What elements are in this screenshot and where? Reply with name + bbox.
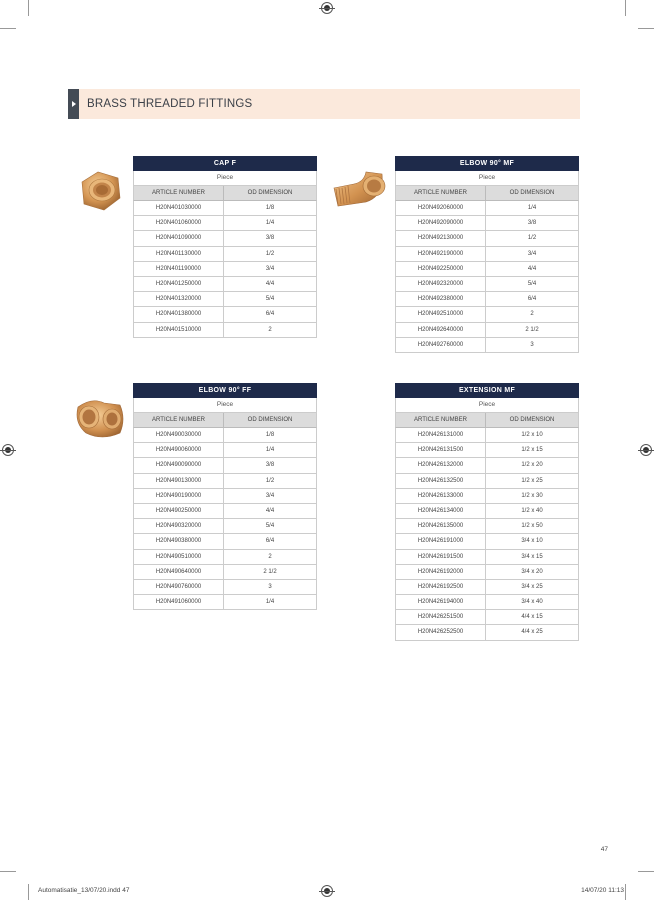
article-number-cell: H20N490030000 (134, 428, 224, 442)
table-row (395, 458, 579, 473)
dimension-cell: 3 (268, 583, 272, 590)
table-header-row (395, 186, 579, 201)
dimension-cell: 3/4 x 15 (521, 553, 543, 560)
crop-mark (28, 884, 29, 900)
table-row (395, 565, 579, 580)
registration-mark-icon (640, 444, 652, 456)
article-number-cell: H20N401380000 (134, 307, 224, 321)
dimension-cell: 1/4 (265, 447, 275, 454)
table-row (395, 474, 579, 489)
table-row (133, 323, 317, 338)
table-title: ELBOW 90° FF (133, 383, 317, 398)
article-number-cell: H20N401190000 (134, 262, 224, 276)
table-row (133, 534, 317, 549)
table-header-row (133, 413, 317, 428)
article-number-cell: H20N426133000 (396, 489, 486, 503)
article-number-cell: H20N490510000 (134, 550, 224, 564)
crop-mark (625, 884, 626, 900)
table-title: EXTENSION MF (395, 383, 579, 398)
table-row (133, 216, 317, 231)
table-row (133, 489, 317, 504)
table-row (133, 565, 317, 580)
elbow-mf-fitting-image (330, 168, 388, 212)
table-row (395, 610, 579, 625)
dimension-cell: 1/2 (265, 477, 275, 484)
article-number-cell: H20N490640000 (134, 565, 224, 579)
table-row (133, 580, 317, 595)
table-row (395, 247, 579, 262)
article-number-cell: H20N492060000 (396, 201, 486, 215)
article-number-cell: H20N490320000 (134, 519, 224, 533)
article-number-cell: H20N492320000 (396, 277, 486, 291)
column-header-dimension: OD DIMENSION (509, 190, 555, 196)
dimension-cell: 4/4 x 15 (521, 614, 543, 621)
table-row (395, 595, 579, 610)
article-number-cell: H20N426132000 (396, 458, 486, 472)
table-unit: Piece (395, 398, 579, 413)
dimension-cell: 1/4 (265, 220, 275, 227)
table-row (133, 428, 317, 443)
column-header-dimension: OD DIMENSION (247, 417, 293, 423)
dimension-cell: 1/8 (265, 432, 275, 438)
article-number-cell: H20N491060000 (134, 595, 224, 609)
article-number-cell: H20N492190000 (396, 247, 486, 261)
table-row (395, 580, 579, 595)
elbow-ff-fitting-image (72, 395, 128, 441)
dimension-cell: 2 (530, 311, 534, 318)
table-row (395, 201, 579, 216)
table-row (395, 504, 579, 519)
dimension-cell: 2 1/2 (263, 568, 277, 575)
dimension-cell: 1/8 (265, 205, 275, 211)
table-row (133, 247, 317, 262)
table-row (395, 519, 579, 534)
table-unit: Piece (395, 171, 579, 186)
article-number-cell: H20N492640000 (396, 323, 486, 337)
article-number-cell: H20N490760000 (134, 580, 224, 594)
article-number-cell: H20N492250000 (396, 262, 486, 276)
product-table-elbow-90-ff (133, 383, 317, 610)
article-number-cell: H20N490380000 (134, 534, 224, 548)
article-number-cell: H20N426131500 (396, 443, 486, 457)
table-row (395, 277, 579, 292)
page-number: 47 (600, 846, 608, 853)
table-row (395, 262, 579, 277)
table-header-row (133, 186, 317, 201)
article-number-cell: H20N426194000 (396, 595, 486, 609)
table-row (395, 216, 579, 231)
dimension-cell: 6/4 (527, 296, 537, 303)
dimension-cell: 3/8 (265, 235, 275, 242)
dimension-cell: 3/4 x 10 (521, 538, 543, 545)
dimension-cell: 3/4 (527, 250, 537, 257)
table-row (395, 231, 579, 246)
section-title: BRASS THREADED FITTINGS (87, 98, 253, 110)
column-header-dimension: OD DIMENSION (247, 190, 293, 196)
crop-mark (0, 28, 16, 29)
table-row (133, 595, 317, 610)
column-header-article: ARTICLE NUMBER (396, 186, 486, 200)
table-row (133, 504, 317, 519)
dimension-cell: 1/2 (265, 250, 275, 257)
dimension-cell: 6/4 (265, 538, 275, 545)
table-row (395, 338, 579, 353)
article-number-cell: H20N426134000 (396, 504, 486, 518)
dimension-cell: 1/4 (265, 599, 275, 606)
crop-mark (638, 871, 654, 872)
article-number-cell: H20N490250000 (134, 504, 224, 518)
article-number-cell: H20N490130000 (134, 474, 224, 488)
registration-mark-icon (2, 444, 14, 456)
dimension-cell: 4/4 (265, 280, 275, 287)
section-banner (68, 89, 580, 119)
dimension-cell: 1/2 x 15 (521, 447, 543, 454)
dimension-cell: 3 (530, 341, 534, 348)
crop-mark (0, 871, 16, 872)
column-header-article: ARTICLE NUMBER (134, 413, 224, 427)
article-number-cell: H20N426135000 (396, 519, 486, 533)
table-unit: Piece (133, 398, 317, 413)
table-row (133, 292, 317, 307)
dimension-cell: 3/4 x 40 (521, 599, 543, 606)
crop-mark (638, 28, 654, 29)
table-row (133, 277, 317, 292)
article-number-cell: H20N490090000 (134, 458, 224, 472)
table-row (133, 474, 317, 489)
article-number-cell: H20N401510000 (134, 323, 224, 337)
table-row (133, 307, 317, 322)
article-number-cell: H20N426131000 (396, 428, 486, 442)
article-number-cell: H20N426191000 (396, 534, 486, 548)
article-number-cell: H20N490190000 (134, 489, 224, 503)
table-row (133, 262, 317, 277)
dimension-cell: 3/8 (265, 462, 275, 469)
registration-mark-icon (321, 885, 333, 897)
article-number-cell: H20N426252500 (396, 625, 486, 639)
column-header-article: ARTICLE NUMBER (134, 186, 224, 200)
table-row (133, 443, 317, 458)
table-title: ELBOW 90° MF (395, 156, 579, 171)
dimension-cell: 6/4 (265, 311, 275, 318)
dimension-cell: 3/4 (265, 492, 275, 499)
article-number-cell: H20N426132500 (396, 474, 486, 488)
dimension-cell: 4/4 x 25 (521, 629, 543, 636)
table-title: CAP F (133, 156, 317, 171)
table-row (395, 534, 579, 549)
article-number-cell: H20N492130000 (396, 231, 486, 245)
table-row (395, 307, 579, 322)
table-row (133, 550, 317, 565)
article-number-cell: H20N426192500 (396, 580, 486, 594)
chevron-right-icon (68, 89, 79, 119)
dimension-cell: 1/2 x 20 (521, 462, 543, 469)
dimension-cell: 3/4 x 20 (521, 568, 543, 575)
product-table-cap-f (133, 156, 317, 338)
article-number-cell: H20N401130000 (134, 247, 224, 261)
column-header-article: ARTICLE NUMBER (396, 413, 486, 427)
dimension-cell: 1/2 x 10 (521, 432, 543, 438)
dimension-cell: 1/2 (527, 235, 537, 242)
dimension-cell: 5/4 (527, 280, 537, 287)
article-number-cell: H20N426192000 (396, 565, 486, 579)
product-table-extension-mf (395, 383, 579, 641)
article-number-cell: H20N401060000 (134, 216, 224, 230)
table-row (133, 458, 317, 473)
table-row (133, 519, 317, 534)
article-number-cell: H20N492090000 (396, 216, 486, 230)
slug-file-info: Automatisatie_13/07/20.indd 47 (38, 887, 130, 894)
table-row (133, 231, 317, 246)
dimension-cell: 1/2 x 25 (521, 477, 543, 484)
table-unit: Piece (133, 171, 317, 186)
dimension-cell: 2 1/2 (525, 326, 539, 333)
article-number-cell: H20N492510000 (396, 307, 486, 321)
dimension-cell: 2 (268, 326, 272, 333)
article-number-cell: H20N401250000 (134, 277, 224, 291)
table-header-row (395, 413, 579, 428)
slug-timestamp: 14/07/20 11:13 (581, 887, 624, 894)
dimension-cell: 3/8 (527, 220, 537, 227)
dimension-cell: 1/2 x 40 (521, 507, 543, 514)
dimension-cell: 5/4 (265, 523, 275, 530)
dimension-cell: 1/4 (527, 205, 537, 211)
table-row (395, 323, 579, 338)
product-table-elbow-90-mf (395, 156, 579, 353)
table-row (133, 201, 317, 216)
dimension-cell: 5/4 (265, 296, 275, 303)
article-number-cell: H20N401320000 (134, 292, 224, 306)
table-row (395, 625, 579, 640)
dimension-cell: 4/4 (527, 265, 537, 272)
article-number-cell: H20N426191500 (396, 550, 486, 564)
article-number-cell: H20N401030000 (134, 201, 224, 215)
article-number-cell: H20N426251500 (396, 610, 486, 624)
dimension-cell: 2 (268, 553, 272, 560)
dimension-cell: 1/2 x 30 (521, 492, 543, 499)
table-row (395, 428, 579, 443)
table-row (395, 489, 579, 504)
cap-f-fitting-image (74, 168, 126, 214)
dimension-cell: 4/4 (265, 507, 275, 514)
crop-mark (625, 0, 626, 16)
article-number-cell: H20N401090000 (134, 231, 224, 245)
article-number-cell: H20N492760000 (396, 338, 486, 352)
table-row (395, 550, 579, 565)
crop-mark (28, 0, 29, 16)
table-row (395, 292, 579, 307)
dimension-cell: 1/2 x 50 (521, 523, 543, 530)
dimension-cell: 3/4 x 25 (521, 583, 543, 590)
dimension-cell: 3/4 (265, 265, 275, 272)
column-header-dimension: OD DIMENSION (509, 417, 555, 423)
table-row (395, 443, 579, 458)
registration-mark-icon (321, 2, 333, 14)
article-number-cell: H20N490060000 (134, 443, 224, 457)
article-number-cell: H20N492380000 (396, 292, 486, 306)
